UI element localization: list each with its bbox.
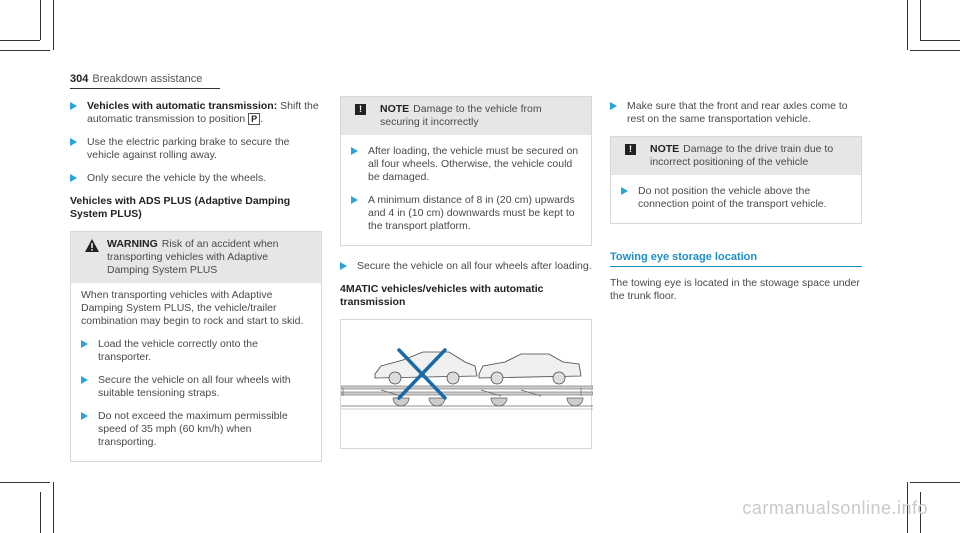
step: Vehicles with automatic transmission: Shift the automatic transmission to position P . <box>70 100 322 126</box>
transport-illustration <box>340 319 592 449</box>
arrow-icon <box>81 340 88 348</box>
arrow-icon <box>351 147 358 155</box>
warning-body: When transporting vehicles with Adaptive Damping System PLUS, the vehicle/trailer combination may begin to rock and start to skid. <box>81 289 304 327</box>
step-condition: Vehicles with automatic transmission: <box>87 100 278 112</box>
step: Use the electric parking brake to secure the vehicle against rolling away. <box>70 136 322 162</box>
warning-triangle-icon <box>85 239 99 252</box>
arrow-icon <box>70 102 77 110</box>
arrow-icon <box>351 196 358 204</box>
step: Secure the vehicle on all four wheels with suitable tensioning straps. <box>81 374 311 400</box>
subheading: 4MATIC vehicles/vehicles with automatic transmission <box>340 283 544 308</box>
exclamation-icon: ! <box>625 144 636 155</box>
crop-mark <box>907 0 908 50</box>
crop-mark <box>920 40 960 41</box>
crop-mark <box>920 0 921 40</box>
header-rule <box>70 88 220 89</box>
page-number: 304 <box>70 73 89 85</box>
note-label: NOTE <box>650 143 680 155</box>
section-body: The towing eye is located in the stowage space under the trunk floor. <box>610 277 860 302</box>
watermark: carmanualsonline.info <box>742 498 928 518</box>
exclamation-icon: ! <box>355 104 366 115</box>
note-header: ! NOTE Damage to the drive train due to incorrect positioning of the vehicle <box>611 137 861 175</box>
warning-label: WARNING <box>107 238 158 250</box>
arrow-icon <box>81 412 88 420</box>
step: Do not exceed the maximum permissible speed of 35 mph (60 km/h) when transporting. <box>81 410 311 449</box>
page-header <box>70 73 202 85</box>
car-transporter-drawing <box>341 320 593 448</box>
step: Secure the vehicle on all four wheels after loading. <box>340 260 592 273</box>
crop-mark <box>40 492 41 533</box>
column-2 <box>340 96 592 449</box>
crop-mark <box>53 0 54 50</box>
column-1 <box>70 96 322 476</box>
arrow-icon <box>70 138 77 146</box>
subheading: Vehicles with ADS PLUS (Adaptive Damping System PLUS) <box>70 195 291 220</box>
note-label: NOTE <box>380 103 410 115</box>
step: Make sure that the front and rear axles come to rest on the same transportation vehicle. <box>610 100 862 126</box>
note-header: ! NOTE Damage to the vehicle from securing it incorrectly <box>341 97 591 135</box>
note-box <box>610 136 862 224</box>
crop-mark <box>0 482 50 483</box>
note-box <box>340 96 592 246</box>
crop-mark <box>0 50 50 51</box>
crop-mark <box>910 482 960 483</box>
step: A minimum distance of 8 in (20 cm) upwards and 4 in (10 cm) downwards must be kept to the transport platform. <box>351 194 581 233</box>
step: Only secure the vehicle by the wheels. <box>70 172 322 185</box>
arrow-icon <box>340 262 347 270</box>
arrow-icon <box>70 174 77 182</box>
arrow-icon <box>81 376 88 384</box>
section-title: Towing eye storage location <box>610 250 862 267</box>
arrow-icon <box>610 102 617 110</box>
step: Load the vehicle correctly onto the transporter. <box>81 338 311 364</box>
crop-mark <box>0 40 40 41</box>
warning-header: WARNING Risk of an accident when transporting vehicles with Adaptive Damping System PLUS <box>71 232 321 283</box>
step: Do not position the vehicle above the connection point of the transport vehicle. <box>621 185 851 211</box>
crop-mark <box>40 0 41 40</box>
section-name: Breakdown assistance <box>92 73 203 85</box>
arrow-icon <box>621 187 628 195</box>
crop-mark <box>910 50 960 51</box>
park-key-icon: P <box>248 113 260 125</box>
column-3 <box>610 96 862 313</box>
crop-mark <box>53 482 54 533</box>
warning-box <box>70 231 322 462</box>
step: After loading, the vehicle must be secured on all four wheels. Otherwise, the vehicle could be damaged. <box>351 145 581 184</box>
